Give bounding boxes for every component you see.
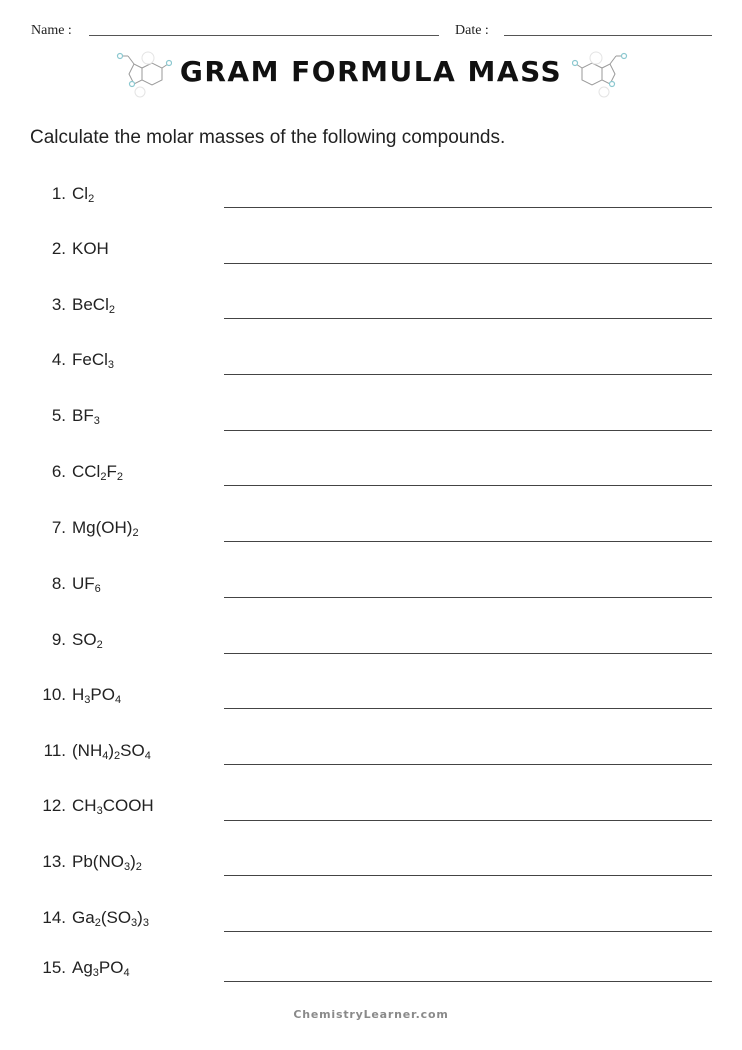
- formula-subscript: 2: [108, 304, 115, 316]
- molecule-icon: [572, 50, 632, 100]
- formula-text: F: [106, 462, 117, 481]
- formula-subscript: 2: [88, 193, 95, 205]
- formula-subscript: 2: [116, 471, 123, 483]
- compound-formula: [72, 685, 121, 706]
- formula-text: Mg(OH): [72, 518, 133, 537]
- question-number: 7.: [51, 518, 66, 537]
- answer-line[interactable]: [224, 430, 712, 431]
- footer-brand: ChemistryLearner.com: [293, 1008, 449, 1021]
- formula-text: CH: [72, 796, 97, 815]
- formula-subscript: 2: [132, 527, 139, 539]
- answer-line[interactable]: [224, 318, 712, 319]
- question-number: 4.: [51, 350, 66, 369]
- question-number: 13.: [42, 852, 66, 871]
- compound-formula: [72, 958, 130, 979]
- formula-subscript: 3: [92, 967, 99, 979]
- question-number: 8.: [51, 574, 66, 593]
- question-number: 1.: [51, 184, 66, 203]
- compound-formula: [72, 518, 139, 539]
- compound-formula: [72, 908, 149, 929]
- formula-subscript: 4: [144, 750, 151, 762]
- formula-subscript: 2: [96, 639, 103, 651]
- answer-line[interactable]: [224, 875, 712, 876]
- formula-text: COOH: [102, 796, 154, 815]
- compound-formula: [72, 852, 142, 873]
- formula-subscript: 3: [96, 805, 103, 817]
- answer-line[interactable]: [224, 541, 712, 542]
- date-label: Date :: [455, 23, 489, 38]
- formula-text: ): [108, 741, 115, 760]
- answer-line[interactable]: [224, 931, 712, 932]
- question-number: 5.: [51, 406, 66, 425]
- formula-subscript: 3: [142, 917, 149, 929]
- date-field[interactable]: [504, 35, 712, 36]
- question-number: 3.: [51, 295, 66, 314]
- compound-formula: [72, 796, 154, 817]
- formula-subscript: 6: [94, 583, 101, 595]
- name-field[interactable]: [89, 35, 439, 36]
- answer-line[interactable]: [224, 485, 712, 486]
- answer-line[interactable]: [224, 981, 712, 982]
- compound-formula: [72, 350, 114, 371]
- formula-text: PO: [98, 958, 124, 977]
- formula-text: CCl: [72, 462, 101, 481]
- answer-line[interactable]: [224, 820, 712, 821]
- question-number: 10.: [42, 685, 66, 704]
- compound-formula: [72, 184, 94, 205]
- answer-line[interactable]: [224, 597, 712, 598]
- compound-formula: [72, 239, 109, 259]
- answer-line[interactable]: [224, 263, 712, 264]
- formula-text: KOH: [72, 239, 109, 258]
- answer-line[interactable]: [224, 764, 712, 765]
- formula-text: FeCl: [72, 350, 108, 369]
- formula-text: BeCl: [72, 295, 109, 314]
- formula-subscript: 4: [102, 750, 109, 762]
- formula-subscript: 3: [123, 861, 131, 873]
- question-number: 6.: [51, 462, 66, 481]
- formula-text: Ag: [72, 958, 93, 977]
- formula-text: PO: [90, 685, 115, 704]
- formula-subscript: 3: [131, 917, 138, 929]
- compound-formula: [72, 574, 101, 595]
- formula-text: (NH: [72, 741, 103, 760]
- formula-text: UF: [72, 574, 95, 593]
- formula-text: SO: [120, 741, 145, 760]
- formula-text: SO: [72, 630, 97, 649]
- formula-subscript: 4: [123, 967, 130, 979]
- compound-formula: [72, 462, 123, 483]
- question-number: 15.: [42, 958, 66, 977]
- formula-text: Cl: [72, 184, 89, 203]
- compound-formula: [72, 406, 100, 427]
- formula-subscript: 4: [114, 694, 122, 706]
- formula-subscript: 3: [84, 694, 91, 706]
- formula-subscript: 2: [100, 471, 107, 483]
- question-number: 9.: [51, 630, 66, 649]
- name-label: Name :: [31, 23, 72, 38]
- answer-line[interactable]: [224, 207, 712, 208]
- formula-subscript: 2: [114, 750, 121, 762]
- answer-line[interactable]: [224, 374, 712, 375]
- question-number: 2.: [51, 239, 66, 258]
- instructions: Calculate the molar masses of the following compounds.: [30, 127, 506, 148]
- formula-text: Ga: [72, 908, 95, 927]
- formula-text: Pb(NO: [72, 852, 124, 871]
- formula-subscript: 2: [94, 917, 101, 929]
- compound-formula: [72, 741, 151, 762]
- formula-text: H: [72, 685, 85, 704]
- question-number: 12.: [42, 796, 66, 815]
- answer-line[interactable]: [224, 708, 712, 709]
- page-title: GRAM FORMULA MASS: [179, 55, 563, 88]
- formula-text: ): [137, 908, 143, 927]
- formula-subscript: 3: [107, 359, 115, 371]
- question-number: 11.: [43, 741, 66, 760]
- formula-text: BF: [72, 406, 94, 425]
- answer-line[interactable]: [224, 653, 712, 654]
- formula-subscript: 2: [135, 861, 142, 873]
- formula-subscript: 3: [93, 415, 100, 427]
- compound-formula: [72, 295, 115, 316]
- question-number: 14.: [42, 908, 66, 927]
- formula-text: (SO: [100, 908, 132, 927]
- compound-formula: [72, 630, 103, 651]
- formula-text: ): [130, 852, 136, 871]
